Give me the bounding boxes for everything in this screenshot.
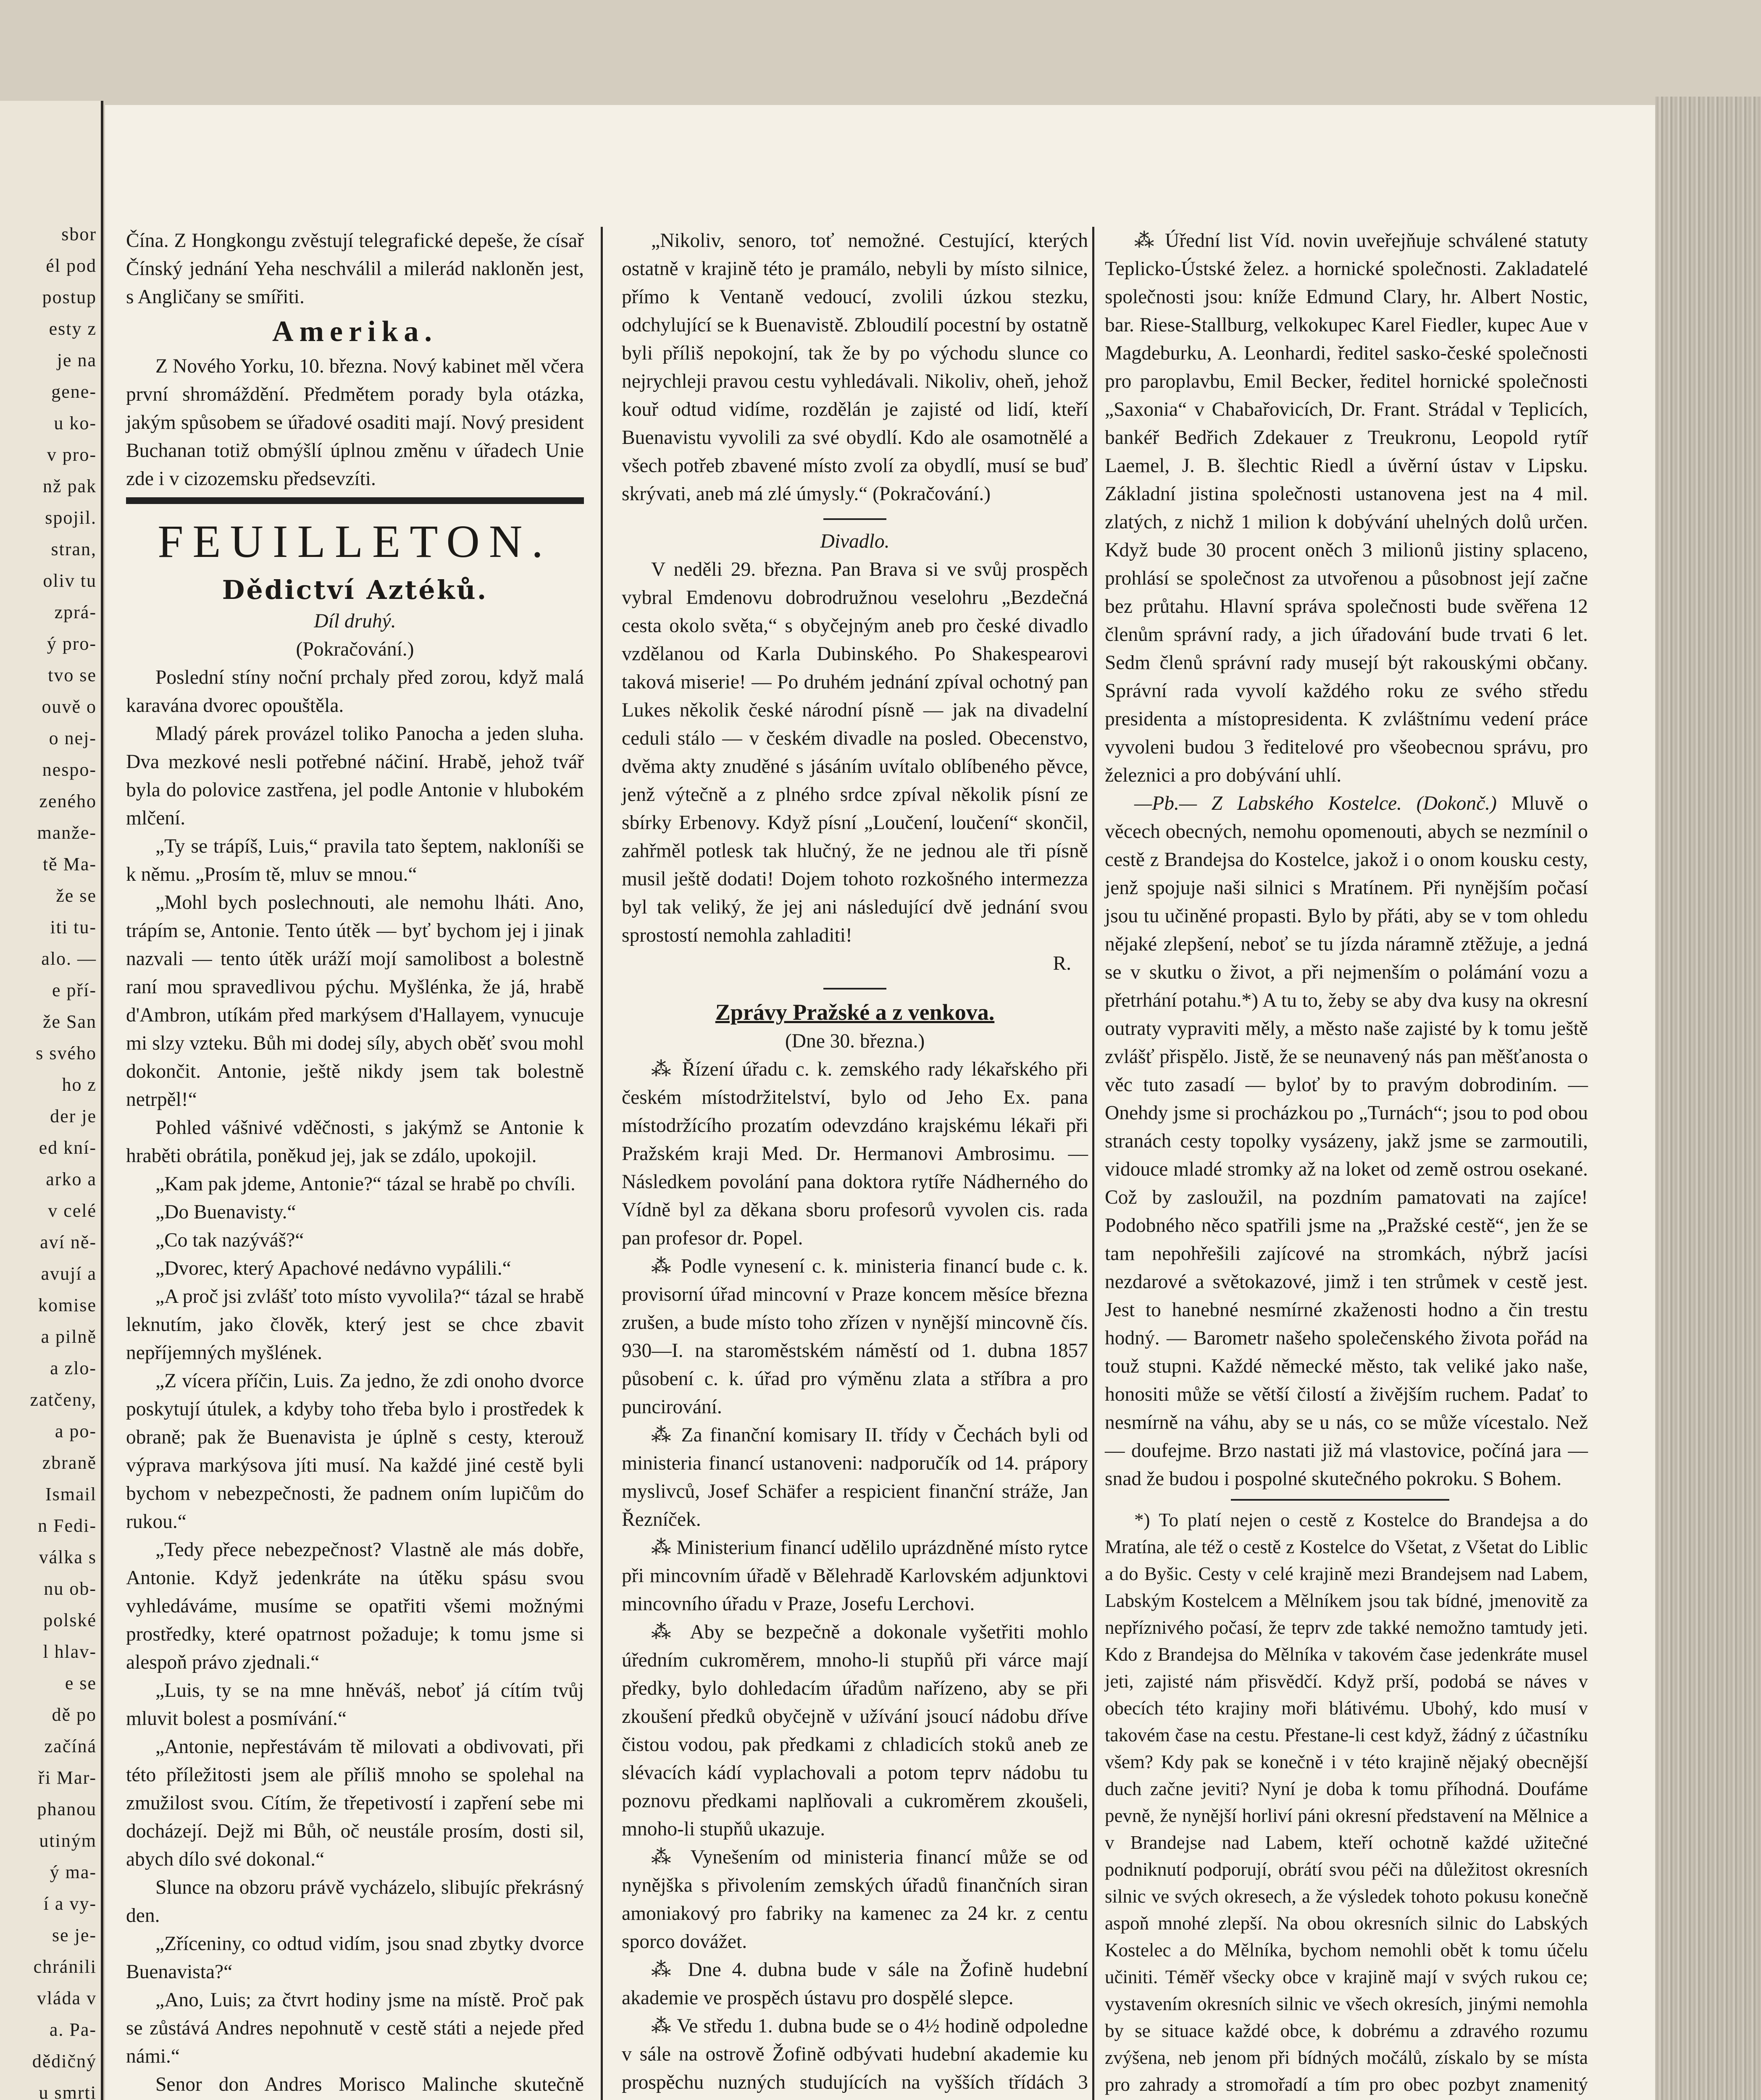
previous-page-fragment xyxy=(0,101,103,2100)
prev-page-line: ouvě o xyxy=(42,696,97,717)
prev-page-line: postup xyxy=(42,287,97,307)
news-item: ⁂ Úřední list Víd. novin uveřejňuje schválené statuty Teplicko-Ústské želez. a hornické společnosti. Zakladatelé společnosti jsou: kníže Edmund Clary, hr. Albert Nostic, bar. Riese-Stallburg, velkokupec Karel Fiedler, kupec Aue v Magdeburku, A. Leonhardi, ředitel sasko-české společnosti pro paroplavbu, Emil Becker, ředitel hornické společnosti „Saxonia“ v Chabařovicích, Dr. Frant. Strádal v Teplicích, bankéř Bedřich Zdekauer z Treukronu, Leopold rytíř Laemel, J. B. šlechtic Riedl a úvěrní ústav v Lipsku. Základní jistina společnosti ustanovena jest na 4 mil. zlatých, z nichž 1 milion k dobývání uhelných dolů určen. Když bude 30 procent oněch 3 milionů jistiny splaceno, prohlásí se společnost za utvořenou a působnost její začne bez průtahu. Hlavní správa společnosti bude svěřena 12 členům správní rady, a jich úřadování bude trvati 6 let. Sedm členů správní rady musejí být rakouskými občany. Správní rada vyvolí každého roku ze svého středu presidenta a místopresidenta. K zvláštnímu vedení práce vyvoleni budou 3 ředitelové pro všeobecnou správu, pro železnici a pro dobývání uhlí. xyxy=(1105,230,1588,786)
column-1 xyxy=(126,227,584,2100)
section-divider xyxy=(126,497,584,504)
story-paragraph: „Zříceniny, co odtud vidím, jsou snad zbytky dvorce Buenavista?“ xyxy=(126,1933,584,1983)
prev-page-line: ři Mar- xyxy=(38,1767,97,1788)
prev-page-line: l hlav- xyxy=(43,1641,97,1662)
prev-page-line: í a vy- xyxy=(43,1893,97,1914)
prev-page-line: iti tu- xyxy=(50,917,97,937)
prev-page-line: nž pak xyxy=(42,476,97,496)
prev-page-line: a po- xyxy=(55,1421,97,1441)
prev-page-line: sbor xyxy=(61,224,97,244)
prev-page-line: polské xyxy=(43,1610,97,1630)
prev-page-line: esty z xyxy=(49,318,97,339)
prev-page-line: v pro- xyxy=(47,444,97,465)
story-paragraph: „Co tak nazýváš?“ xyxy=(155,1229,304,1251)
prev-page-line: gene- xyxy=(51,381,97,402)
story-paragraph: Senor don Andres Morisco Malinche skutečně xyxy=(155,2074,584,2095)
prev-page-line: zatčeny, xyxy=(30,1389,97,1410)
prev-page-line: že San xyxy=(42,1011,97,1032)
prev-page-line: se je- xyxy=(52,1925,97,1945)
divadlo-title: Divadlo. xyxy=(820,530,890,552)
prev-page-line: e se xyxy=(65,1673,97,1693)
story-paragraph: „Mohl bych poslechnouti, ale nemohu lháti. Ano, trápím se, Antonie. Tento útěk — byť bychom jej i jinak nazvali — tento útěk uráží mojí samolibost a bolestně raní mou spravedlivou pýchu. Myšlénka, že já, hrabě d'Ambron, utíkám před markýsem d'Hallayem, vynucuje mi slzy vzteku. Bůh mi dodej síly, abych oběť svou mohl dokončit. Antonie, ještě nikdy jsem tak bolestně netrpěl!“ xyxy=(126,892,584,1110)
prev-page-line: spojil. xyxy=(45,507,97,528)
prev-page-line: ed kní- xyxy=(39,1137,97,1158)
prev-page-line: tě Ma- xyxy=(42,854,97,874)
column-3 xyxy=(1105,227,1588,2100)
prev-page-line: dědičný xyxy=(32,2051,97,2071)
story-continuation-body xyxy=(622,227,1088,508)
story-paragraph: „Dvorec, který Apachové nedávno vypálili.“ xyxy=(155,1257,511,1279)
news-item: ⁂ Za finanční komisary II. třídy v Čechách byli od ministeria financí ustanoveni: nadporučík od 14. prápory myslivců, Josef Schäfer a respicient finanční stráže, Jan Řezníček. xyxy=(622,1424,1088,1530)
story-paragraph: Pohled vášnivé vděčnosti, s jakýmž se Antonie k hraběti obrátila, poněkud jej, jak se zdálo, upokojil. xyxy=(126,1117,584,1167)
story-title: Dědictví Aztéků. xyxy=(222,575,488,605)
prev-page-line: zeného xyxy=(39,791,97,811)
story-paragraph: „Ano, Luis; za čtvrt hodiny jsme na místě. Proč pak se zůstává Andres nepohnutě v cestě státi a nejede před námi.“ xyxy=(126,1989,584,2067)
prev-page-line: der je xyxy=(50,1106,97,1126)
news-item: ⁂ Podle vynesení c. k. ministeria financí bude c. k. provisorní úřad mincovní v Praze koncem měsíce března zrušen, a bude místo toho zřízen v nynější mincovně čís. 930—I. na staroměstském náměstí od 1. dubna 1857 působení c. k. úřad pro výměnu zlata a stříbra a pro puncirování. xyxy=(622,1255,1088,1418)
prev-page-line: o nej- xyxy=(49,728,97,748)
prev-page-line: manže- xyxy=(37,822,97,843)
story-paragraph: „Ty se trápíš, Luis,“ pravila tato šeptem, nakloníši se k němu. „Prosím tě, mluv se mnou.“ xyxy=(126,835,584,885)
letter-body: Mluvě o věcech obecných, nemohu opomenouti, abych se nezmínil o cestě z Brandejsa do Kostelce, jakož i o onom kousku cesty, jenž spojuje naši silnici s Mratínem. Při nynějším počasí jsou tu učiněné propasti. Bylo by přáti, aby se v tom ohledu nějaké zlepšení, neboť se tu jízda náramně ztěžuje, a jedná se v skutku o život, a při nejmenším o polámání vozu a přetrhání potahu.*) A tu to, žeby se aby dva kusy na okresní outraty vypraviti měly, a město naše zajisté by k tomu ještě zvlášť přispělo. Jistě, že se neunavený nás pan měšťanosta o věc tuto zasadí — byloť by to pravým dobrodiním. — Onehdy jsme si procházkou po „Turnách“; jsou to pod obou stranách cesty topolky vysázeny, jakž jsme se zarmoutili, vidouce mladé stromky až na loket od země ostrou osekané. Což by zasloužil, na pozdním pamatovati na zajíce! Podobného něco spatřili jsme na „Pražské cestě“, jen že se tam nepohřešili zajícové na stromkách, nýbrž jacísi nezdarové a světokazové, jimž i ten strůmek v cestě jest. Jest to hanebné nesmírné zkaženosti hodno a čin trestu hodný. — Barometr našeho společenského života pořád na touž stupni. Každé německé město, tak veliké jako naše, honositi může se větší čilostí a živějším ruchem. Padať to nesmírně na váhu, aby se u nás, co se může vícestalo. Než — doufejme. Brzo nastati již má vlastovice, počíná jara — snad že budou i pospolné skutečného pokroku. S Bohem. xyxy=(1105,793,1588,1490)
news-item: ⁂ Dne 4. dubna bude v sále na Žofině hudební akademie ve prospěch ústavu pro dospělé slepce. xyxy=(622,1959,1088,2009)
prev-page-line: chránili xyxy=(33,1956,97,1977)
prev-page-line: Ismail xyxy=(45,1484,97,1504)
prev-page-line: utiným xyxy=(39,1830,97,1851)
story-paragraph: „Luis, ty se na mne hněváš, neboť já cítím tvůj mluvit bolest a posmívání.“ xyxy=(126,1680,584,1730)
letter-text xyxy=(1105,790,1588,1493)
prev-page-line: tvo se xyxy=(48,665,97,685)
story-paragraph: Mladý párek provázel toliko Panocha a jeden sluha. Dva mezkové nesli potřebné náčiní. Hrabě, jehož tvář byla do polovice zastřena, jel podle Antonie v hlubokém mlčení. xyxy=(126,723,584,829)
heading-america: Amerika. xyxy=(272,315,438,348)
prev-page-line: nespo- xyxy=(42,759,97,780)
column-rule xyxy=(1092,227,1094,2100)
prev-page-line: válka s xyxy=(39,1547,97,1567)
prev-page-line: u smrti xyxy=(39,2082,97,2100)
news-list xyxy=(1105,227,1588,790)
news-item: ⁂ Řízení úřadu c. k. zemského rady lékařského při českém místodržitelství, bylo od Jeho Ex. pana místodržícího prozatím odevzdáno krajskému lékaři při Pražském kraji Med. Dr. Hermanovi Ambrosimu. — Následkem povolání pana doktora rytíře Nádherného do Vídně byl za děkana sboru profesorů vyvolen cis. rada pan profesor dr. Popel. xyxy=(622,1058,1088,1249)
footnote: *) To platí nejen o cestě z Kostelce do Brandejsa a do Mratína, ale též o cestě z Kostelce do Všetat, z Všetat do Liblic a do Byšic. Cesty v celé krajině mezi Brandejsem nad Labem, Labským Kostelcem a Mělníkem jsou tak bídné, jmenovitě za nepříznivého počasí, že teprv zde takké nemožno tamtudy jeti. Kdo z Brandejsa do Mělníka v takovém čase jedenkráte musel jeti, zajisté nám přisvědčí. Když prší, podobá se náves v obecích této krajiny moři blátivému. Ubohý, kdo musí v takovém čase na cestu. Přestane-li cest když, žádný z účastníku všem? Kdy pak se konečně i v této krajině nějaký obecnější duch začne jeviti? Nyní je doba k tomu příhodná. Doufáme pevně, že nynější horliví páni okresní představení na Mělnice a v Brandejse nad Labem, kteří ochotně každé užitečné podniknutí podporují, obrátí svou péči na důležitost okresních silnic ve svých okresech, a že výsledek tohoto pokusu konečně aspoň mnohé zlepší. Na obou okresních silnic do Labských Kostelec a do Mělníka, bychom nemohli obět k tomu účelu učiniti. Téměř všecky obce v krajině mají v svých rukou ce; vystavením okresních silnic ve všech okresích, jinými nemohla by se situace každé obce, k dobrému a zdravého rozumu zvýšena, neb jenom při bídných močálů, získalo by se místa pro zahrady a stromořadí a tím pro obec pozbyt znamenitý xyxy=(1105,1509,1588,2095)
story-paragraph: „Do Buenavisty.“ xyxy=(155,1201,296,1223)
prev-page-line: nu ob- xyxy=(44,1578,97,1599)
story-paragraph: Poslední stíny noční prchaly před zorou, když malá karavána dvorec opouštěla. xyxy=(126,667,584,717)
prev-page-line: aví ně- xyxy=(40,1232,97,1252)
news-list xyxy=(622,1055,1088,2100)
prev-page-line: phanou xyxy=(37,1799,97,1819)
prev-page-line: ý pro- xyxy=(47,633,97,654)
prev-page-line: komise xyxy=(38,1295,97,1315)
letter-intro: —Pb.— Z Labského Kostelce. (Dokonč.) xyxy=(1134,793,1497,814)
prev-page-line: alo. — xyxy=(41,948,97,969)
story-continuation: (Pokračování.) xyxy=(296,638,414,660)
prev-page-line: n Fedi- xyxy=(38,1515,97,1536)
short-divider xyxy=(823,988,886,990)
news-item: ⁂ Aby se bezpečně a dokonale vyšetřiti mohlo úředním cukroměrem, mnoho-li stupňů při várce mají předky, bylo dohledacím úřadům nařízeno, aby se při zkoušení předků obyčejně v užívání jsoucí nádobu dříve čistou vodou, pak předkami z chladicích stoků aneb ze slévacích kádí vyplachovali a potom teprv nádobu tu poznovu předkami naplňovali a cukroměrem zkoušeli, mnoho-li stupňů ukazuje. xyxy=(622,1621,1088,1840)
news-america: Z Nového Yorku, 10. března. Nový kabinet měl včera první shromáždění. Předmětem porady byla otázka, jakým spůsobem se úřadové osaditi mají. Nový president Buchanan totiž obmýšlí úplnou změnu v úřadech Unie zde i v cizozemsku předsevzíti. xyxy=(126,355,584,490)
prev-page-line: s svého xyxy=(36,1043,97,1063)
prev-page-line: u ko- xyxy=(54,413,97,433)
prev-page-line: je na xyxy=(57,350,97,370)
prev-page-line: zprá- xyxy=(54,602,97,622)
news-item: ⁂ Ve středu 1. dubna bude se o 4½ hodině odpoledne v sále na ostrově Žofině odbývati hudební akademie ku prospěchu nuzných studujících na vyšších třídách 3 xyxy=(622,2015,1088,2093)
news-item: ⁂ Vynešením od ministeria financí může se od nynějška s přivolením zemských úřadů finančních siran amoniakový pro fabriky na kamenec za 24 kr. z centu sporco dovážet. xyxy=(622,1846,1088,1953)
column-rule xyxy=(601,227,603,2100)
news-item: ⁂ Ministerium financí udělilo uprázdněné místo rytce při mincovním úřadě v Bělehradě Karlovském adjunktovi mincovního úřadu v Praze, Josefu Lerchovi. xyxy=(622,1537,1088,1615)
prev-page-line: a. Pa- xyxy=(49,2019,97,2040)
story-paragraph: „Antonie, nepřestávám tě milovati a obdivovati, při této příležitosti jsem ale příliš mnoho se spolehal na zmužilost svou. Cítím, že třepetivostí i zapření sebe mi docházejí. Dejž mi Bůh, oč neustále prosím, dosti sil, abych dílo své dokonal.“ xyxy=(126,1736,584,1870)
page-stack-edge xyxy=(1655,97,1761,2100)
story-part: Díl druhý. xyxy=(314,610,396,632)
story-paragraph: „Z vícera příčin, Luis. Za jedno, že zdi onoho dvorce poskytují útulek, a kdyby toho třeba bylo i prostředek k obraně; pak že Buenavista je úplně s cesty, kterouž výprava markýsova jíti musí. Na každé jiné cestě byli bychom v nebezpečnosti, že padnem oním lupičům do rukou.“ xyxy=(126,1370,584,1533)
prev-page-line: dě po xyxy=(52,1704,97,1725)
prev-page-line: ho z xyxy=(62,1074,97,1095)
prev-page-line: e pří- xyxy=(52,980,97,1000)
story-paragraph: „A proč jsi zvlášť toto místo vyvolila?“ tázal se hrabě leknutím, jako člověk, který jest se chce zbavit nepříjemných myšlének. xyxy=(126,1286,584,1364)
prev-page-line: začíná xyxy=(44,1736,97,1756)
divadlo-text: V neděli 29. března. Pan Brava si ve svůj prospěch vybral Emdenovu dobrodružnou veselohru „Bezdečná cesta okolo světa,“ s obyčejným aneb pro české divadlo vzdělanou od Karla Dubinského. Po Shakespearovi taková miserie! — Po druhém jednání zpíval ochotný pan Lukes několik české národní písně — jak na divadelní ceduli stálo — v českém divadle na posled. Obecenstvo, dvěma akty znuděné s jásáním uvítalo oblíbeného pěvce, jenž výtečně a z plného srdce zpíval několik písní ze sbírky Erbenovy. Když písní „Loučení, loučení“ skončil, zahřměl potlesk tak hlučný, že ne jednou ale tři písně musil ještě dodati! Dojem tohoto rozkošného intermezza byl tak veliký, že jej ani následující dvě jednání svou sprostostí nemohla zahladiti! xyxy=(622,559,1088,946)
column-2 xyxy=(622,227,1088,2100)
zpravy-date: (Dne 30. března.) xyxy=(785,1030,925,1052)
zpravy-title: Zprávy Pražské a z venkova. xyxy=(715,1000,995,1025)
prev-page-line: v celé xyxy=(48,1200,97,1221)
news-china: Čína. Z Hongkongu zvěstují telegrafické depeše, že císař Čínský jednání Yeha neschválil a milerád nakloněn jest, s Angličany se smířiti. xyxy=(126,230,584,308)
story-paragraph: „Tedy přece nebezpečnost? Vlastně ale más dobře, Antonie. Když jedenkráte na útěku spásu svou vyhledáváme, musíme se opatřiti všemi možnými prostředky, které opatrnost požaduje; k tomu jsme si alespoň právo zjednali.“ xyxy=(126,1539,584,1673)
story-paragraph: „Nikoliv, senoro, toť nemožné. Cestující, kterých ostatně v krajině této je pramálo, nebyli by místo silnice, přímo k Ventaně vedoucí, zvolili úzkou stezku, odchylující se k Buenavistě. Zbloudilí pocestní by ostatně byli příliš nepokojní, tak že by po východu slunce co nejrychleji pravou cestu vyhledávali. Nikoliv, oheň, jehož kouř odtud vidíme, rozdělán je zajisté od lidí, kteří Buenavistu vyvolili za své obydlí. Kdo ale osamotnělé a všech potřeb zbavené místo zvolí za obydlí, musí se buď skrývati, aneb má zlé úmysly.“ (Pokračování.) xyxy=(622,230,1088,505)
prev-page-line: a pilně xyxy=(41,1326,97,1347)
prev-page-line: oliv tu xyxy=(43,570,97,591)
prev-page-line: že se xyxy=(56,885,97,906)
feuilleton-title: FEUILLETON. xyxy=(158,516,552,567)
short-divider xyxy=(823,518,886,520)
prev-page-line: él pod xyxy=(46,255,97,276)
story-body xyxy=(126,664,584,2100)
prev-page-line: stran, xyxy=(51,539,97,559)
prev-page-line: vláda v xyxy=(37,1988,97,2008)
divadlo-signature: R. xyxy=(1053,953,1071,974)
story-paragraph: Slunce na obzoru právě vycházelo, slibujíc překrásný den. xyxy=(126,1877,584,1927)
prev-page-line: avují a xyxy=(41,1263,97,1284)
prev-page-line: ý ma- xyxy=(50,1862,97,1882)
prev-page-line: a zlo- xyxy=(50,1358,97,1378)
footnote-rule xyxy=(1231,1499,1449,1501)
prev-page-line: arko a xyxy=(46,1169,97,1189)
prev-page-line: zbraně xyxy=(42,1452,97,1473)
story-paragraph: „Kam pak jdeme, Antonie?“ tázal se hrabě po chvíli. xyxy=(155,1173,576,1195)
